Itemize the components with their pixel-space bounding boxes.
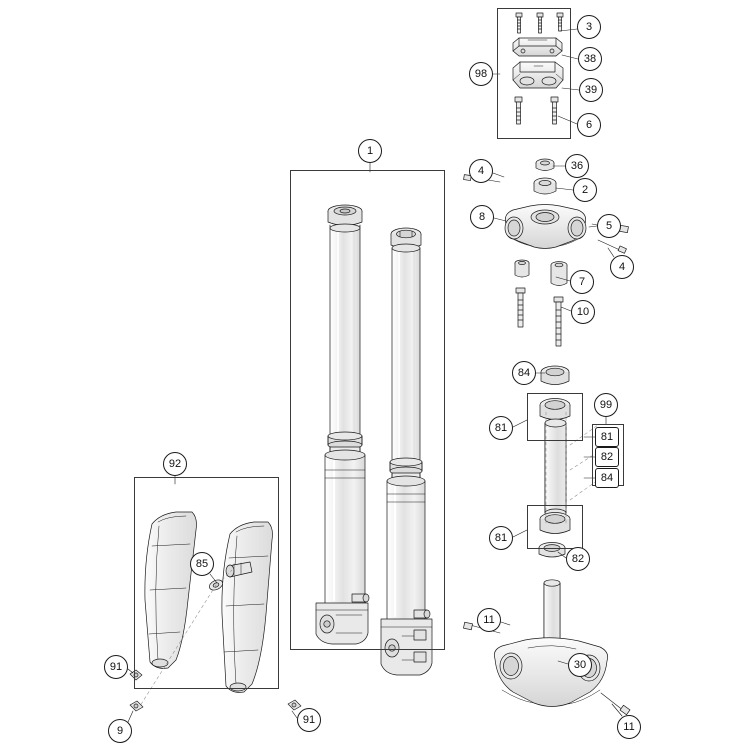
callout-8[interactable]: 8 — [470, 205, 494, 229]
callout-85[interactable]: 85 — [190, 552, 214, 576]
seal-kit-group-lower-box — [527, 505, 583, 549]
callout-4-upper[interactable]: 4 — [469, 159, 493, 183]
callout-38[interactable]: 38 — [578, 47, 602, 71]
callout-82-kit[interactable]: 82 — [595, 447, 619, 467]
callout-4-lower[interactable]: 4 — [610, 255, 634, 279]
callout-81-upper[interactable]: 81 — [489, 416, 513, 440]
callout-11-right[interactable]: 11 — [617, 715, 641, 739]
callout-91-left[interactable]: 91 — [104, 655, 128, 679]
callout-5[interactable]: 5 — [597, 214, 621, 238]
fork-assembly-group-box — [290, 170, 445, 650]
callout-3[interactable]: 3 — [577, 15, 601, 39]
callout-11-left[interactable]: 11 — [477, 608, 501, 632]
callout-99[interactable]: 99 — [594, 393, 618, 417]
callout-91-right[interactable]: 91 — [297, 708, 321, 732]
fork-protector-group-box — [134, 477, 279, 689]
callout-92[interactable]: 92 — [163, 452, 187, 476]
callout-7[interactable]: 7 — [570, 270, 594, 294]
callout-84-kit[interactable]: 84 — [595, 468, 619, 488]
callout-10[interactable]: 10 — [571, 300, 595, 324]
callout-82[interactable]: 82 — [566, 547, 590, 571]
callout-6[interactable]: 6 — [577, 113, 601, 137]
callout-30[interactable]: 30 — [568, 653, 592, 677]
callout-98[interactable]: 98 — [469, 62, 493, 86]
callout-81-kit[interactable]: 81 — [595, 427, 619, 447]
callout-39[interactable]: 39 — [579, 78, 603, 102]
callout-81-lower[interactable]: 81 — [489, 526, 513, 550]
callout-2[interactable]: 2 — [573, 178, 597, 202]
callout-1[interactable]: 1 — [358, 139, 382, 163]
handlebar-clamp-group-box — [497, 8, 571, 139]
callout-9[interactable]: 9 — [108, 719, 132, 743]
callout-84-upper[interactable]: 84 — [512, 361, 536, 385]
callout-36[interactable]: 36 — [565, 154, 589, 178]
seal-kit-group-upper-box — [527, 393, 583, 441]
